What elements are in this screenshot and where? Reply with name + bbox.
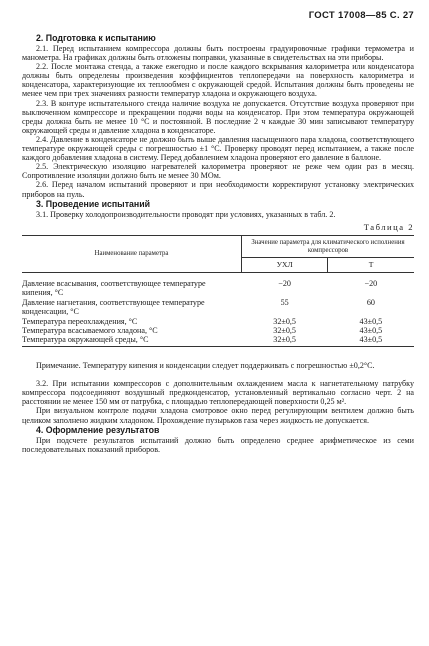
- row-param: Давление всасывания, соответствующее температуре кипения, °С: [22, 278, 206, 297]
- paragraph-2-1: 2.1. Перед испытанием компрессора должны быть построены градуировочные графики термометра и манометра. На графиках должны быть отложены поправки, указанные в свидетельствах на эти приборы.: [22, 44, 414, 63]
- row-param: Давление нагнетания, соответствующее температуре конденсации, °С: [22, 298, 205, 317]
- table-row: [22, 272, 414, 297]
- row-value-uhl: 32±0,5: [273, 334, 296, 344]
- paragraph-2-4: 2.4. Давление в конденсаторе не должно быть выше давления насыщенного пара хладона, соответствующего температуре окружающей среды с погрешностью ±1 °С. Проверку проводят перед испытанием, а также после каждого добавления хладона в систему. Перед добавлением хладона проверяют его давление в баллоне.: [22, 134, 414, 163]
- section-4-title: 4. Оформление результатов: [36, 424, 160, 435]
- paragraph-2-5: 2.5. Электрическую изоляцию нагревателей калориметра проверяют не реже чем один раз в месяц. Сопротивление изоляции должно быть не менее 30 МОм.: [22, 162, 414, 181]
- section-2-title: 2. Подготовка к испытанию: [36, 33, 156, 43]
- row-value-uhl: 32±0,5: [273, 325, 296, 335]
- table-row: [22, 317, 414, 326]
- table-caption: Таблица 2: [363, 221, 414, 232]
- section-3-title: 3. Проведение испытаний: [36, 198, 151, 209]
- header-parameter-name: Наименование параметра: [22, 235, 242, 272]
- paragraph-2-6: 2.6. Перед началом испытаний проверяют и при необходимости корректируют установку электрических приборов на пуль.: [22, 180, 414, 199]
- row-value-t: 43±0,5: [359, 334, 383, 344]
- paragraph-3-2: 3.2. При испытании компрессоров с дополнительным охлаждением масла к нагнетательному патрубку компрессора подсоединяют воздушный предконденсатор, установленный вертикально согласно черт. 2 на расстоянии не менее 150 мм от патрубка, с площадью теплопередающей поверхности 0,25 м².: [22, 379, 414, 407]
- header-t: Т: [328, 257, 414, 272]
- document-page: [22, 10, 414, 454]
- paragraph-3-1: 3.1. Проверку холодопроизводительности проводят при условиях, указанных в табл. 2.: [36, 209, 336, 219]
- page-header: ГОСТ 17008—85 С. 27: [308, 10, 414, 21]
- row-value-t: 43±0,5: [359, 316, 383, 326]
- paragraph-4-1: При подсчете результатов испытаний должно быть определено среднее арифметическое из семи последовательных показаний приборов.: [22, 435, 414, 454]
- paragraph-2-3: 2.3. В контуре испытательного стенда наличие воздуха не допускается. Отсутствие воздуха проверяют при выключенном компрессоре и прекращении подачи воды на конденсатор. При этом температура окружающей среды должна быть не менее 10 °С и постоянной. В последние 2 ч каждые 30 мин записывают температуру окружающей среды и давление хладона в конденсаторе.: [22, 98, 414, 135]
- row-value-t: 60: [366, 298, 375, 308]
- row-value-uhl: 55: [280, 298, 289, 308]
- row-value-uhl: 32±0,5: [273, 316, 296, 326]
- paragraph-2-2: 2.2. После монтажа стенда, а также ежегодно и после каждого вскрывания калориметра или конденсатора должны быть определены произведения коэффициентов теплопередачи на поверхность калориметра и конденсатора, характеризующие их теплообмен с окружающей средой. Испытания должны быть проведены не менее чем при трех значениях разности температур хладона и окружающего воздуха.: [22, 62, 414, 99]
- row-value-t: −20: [364, 278, 378, 288]
- paragraph-visual-control: При визуальном контроле подачи хладона смотровое окно перед регулирующим вентилем должно быть целиком заполнено жидким хладоном. Прохождение пузырьков газа через жидкость не допускается.: [22, 406, 414, 425]
- row-value-uhl: −20: [278, 278, 291, 288]
- parameters-table: [22, 235, 414, 347]
- row-param: Температура окружающей среды, °С: [22, 334, 149, 344]
- table-row: [22, 297, 414, 316]
- table-row: [22, 326, 414, 335]
- row-param: Температура всасываемого хладона, °С: [22, 325, 158, 335]
- table-row: [22, 335, 414, 347]
- table-note: Примечание. Температуру кипения и конденсации следует поддерживать с погрешностью ±0,2°С.: [36, 361, 375, 371]
- header-uhl: УХЛ: [242, 257, 328, 272]
- row-param: Температура переохлаждения, °С: [22, 316, 138, 326]
- header-parameter-value: Значение параметра для климатического исполнения компрессоров: [242, 235, 414, 257]
- row-value-t: 43±0,5: [359, 325, 383, 335]
